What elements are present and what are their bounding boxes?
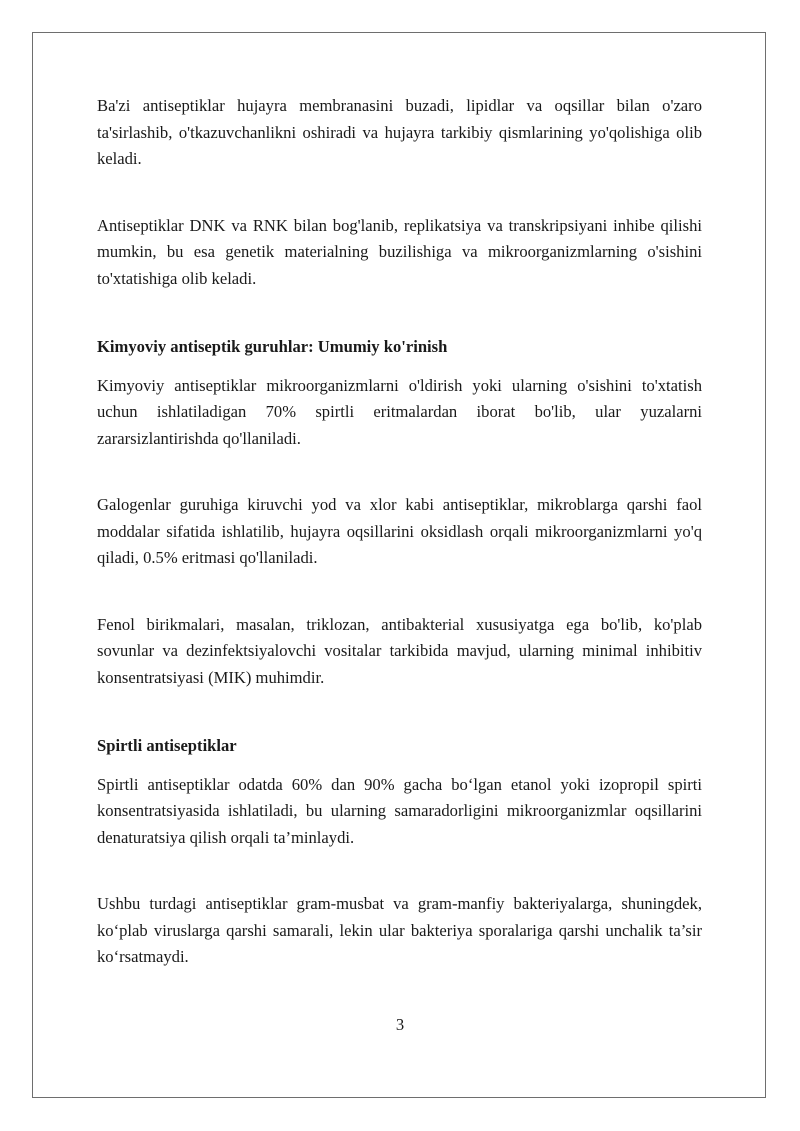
paragraph-dna-rna: Antiseptiklar DNK va RNK bilan bog'lanib, replikatsiya va transkripsiyani inhibe qilishi mumkin, bu esa genetik materialning buzilishiga va mikroorganizmlarning o'sishini to'xtatishiga olib keladi. <box>97 215 702 288</box>
paragraph-halogens: Galogenlar guruhiga kiruvchi yod va xlor kabi antiseptiklar, mikroblarga qarshi faol moddalar sifatida ishlatilib, hujayra oqsillarini oksidlash orqali mikroorganizmlarni yo'q qiladi, 0.5% eritmasi qo'llaniladi. <box>97 495 702 567</box>
paragraph-alcohol-spectrum: Ushbu turdagi antiseptiklar gram-musbat va gram-manfiy bakteriyalarga, shuningdek, ko‘plab viruslarga qarshi samarali, lekin ular bakteriya sporalariga qarshi unchalik ta’sir ko‘rsatmaydi. <box>97 894 702 966</box>
document-body <box>97 93 702 971</box>
paragraph-phenols: Fenol birikmalari, masalan, triklozan, antibakterial xususiyatga ega bo'lib, ko'plab sovunlar va dezinfektsiyalovchi vositalar tarkibida mavjud, ularning minimal inhibitiv konsentratsiyasi (MIK) muhimdir. <box>97 614 702 687</box>
paragraph-membrane: Ba'zi antiseptiklar hujayra membranasini buzadi, lipidlar va oqsillar bilan o'zaro ta'sirlashib, o'tkazuvchanlikni oshiradi va hujayra tarkibiy qismlarining yo'qolishiga olib keladi. <box>97 96 702 168</box>
section-heading-alcohol-antiseptics: Spirtli antiseptiklar <box>97 736 237 755</box>
paragraph-chemical-antiseptics: Kimyoviy antiseptiklar mikroorganizmlarni o'ldirish yoki ularning o'sishini to'xtatish uchun ishlatiladigan 70% spirtli eritmalardan iborat bo'lib, ular yuzalarni zararsizlantirishda qo'llaniladi. <box>97 375 702 448</box>
page-number: 3 <box>395 1015 405 1034</box>
paragraph-alcohol-concentration: Spirtli antiseptiklar odatda 60% dan 90% gacha bo‘lgan etanol yoki izopropil spirti konsentratsiyasida ishlatiladi, bu ularning samaradorligini mikroorganizmlar oqsillarini denaturatsiya qilish orqali ta’minlaydi. <box>97 774 702 847</box>
section-heading-chemical-groups: Kimyoviy antiseptik guruhlar: Umumiy ko'rinish <box>97 337 448 356</box>
